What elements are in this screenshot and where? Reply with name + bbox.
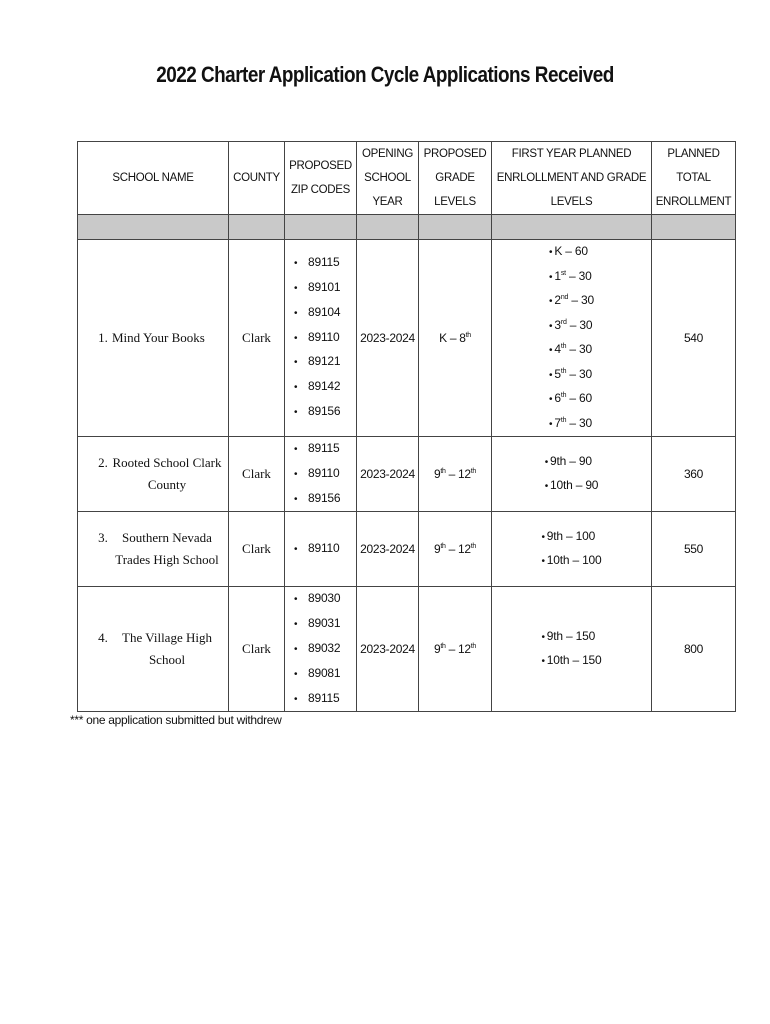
- bullet-icon: •: [544, 456, 549, 468]
- opening-year-cell: [357, 437, 419, 512]
- first-year-enrollment-list: [549, 240, 594, 436]
- bullet-icon: •: [294, 468, 298, 480]
- zip-code-list: [285, 587, 356, 711]
- first-year-enrollment-item: • 9th – 150: [541, 628, 596, 643]
- zip-code-item: • 89115: [294, 437, 356, 462]
- zip-codes-cell: [285, 587, 357, 712]
- grade-levels-cell: [419, 512, 492, 587]
- bullet-icon: •: [294, 594, 298, 606]
- bullet-icon: •: [544, 481, 549, 493]
- bullet-icon: •: [549, 345, 553, 356]
- header-zip-codes: PROPOSED ZIP CODES: [285, 142, 357, 215]
- first-year-enrollment-list: [541, 625, 601, 674]
- county-cell: [229, 437, 285, 512]
- applications-table: [77, 141, 736, 712]
- bullet-icon: •: [541, 556, 545, 568]
- first-year-enrollment-item: • 10th – 150: [541, 653, 602, 668]
- header-opening-year: OPENING SCHOOL YEAR: [357, 142, 419, 215]
- zip-codes-cell: [285, 240, 357, 437]
- bullet-icon: •: [549, 320, 553, 332]
- first-year-enrollment-item: • 4th – 30: [549, 342, 592, 356]
- table-header-row: [78, 142, 736, 215]
- bullet-icon: •: [294, 258, 298, 270]
- grade-levels-cell: [419, 240, 492, 437]
- zip-code-item: • 89110: [294, 462, 356, 487]
- bullet-icon: •: [294, 543, 298, 555]
- zip-code-list: [285, 251, 356, 425]
- opening-year: 2023-2024: [360, 467, 415, 482]
- zip-code-list: [285, 537, 356, 562]
- county: Clark: [242, 541, 271, 557]
- total-enrollment-cell: [652, 240, 736, 437]
- footnote: *** one application submitted but withdrew: [70, 713, 282, 727]
- zip-code-list: [285, 437, 356, 511]
- zip-code-item: • 89121: [294, 350, 356, 375]
- bullet-icon: •: [294, 357, 298, 369]
- bullet-icon: •: [541, 631, 545, 643]
- opening-year: 2023-2024: [360, 331, 415, 345]
- bullet-icon: •: [294, 332, 298, 344]
- first-year-enrollment-cell: [492, 587, 652, 712]
- grade-range: 9th – 12th: [433, 467, 477, 482]
- zip-code-item: • 89156: [294, 400, 356, 425]
- row-number: 4.: [98, 630, 108, 646]
- total-enrollment: 540: [683, 331, 704, 345]
- row-number: 3.: [98, 530, 108, 546]
- county: Clark: [242, 641, 271, 657]
- zip-code-item: • 89030: [294, 587, 356, 612]
- zip-code-item: • 89156: [294, 487, 356, 512]
- county-cell: [229, 240, 285, 437]
- first-year-enrollment-item: • 6th – 60: [549, 391, 592, 405]
- bullet-icon: •: [549, 369, 553, 381]
- grade-levels-cell: [419, 437, 492, 512]
- first-year-enrollment-list: [541, 525, 601, 574]
- first-year-enrollment-item: • 1st – 30: [549, 268, 592, 283]
- bullet-icon: •: [549, 271, 553, 283]
- first-year-enrollment-item: • 10th – 100: [541, 553, 602, 568]
- bullet-icon: •: [294, 307, 298, 319]
- opening-year-cell: [357, 512, 419, 587]
- zip-code-item: • 89142: [294, 375, 356, 400]
- school-name: Southern Nevada Trades High School: [115, 530, 219, 568]
- opening-year-cell: [357, 240, 419, 437]
- opening-year: 2023-2024: [360, 642, 415, 657]
- first-year-enrollment-item: • 2nd – 30: [549, 293, 594, 307]
- total-enrollment-cell: [652, 587, 736, 712]
- total-enrollment: 550: [683, 542, 704, 557]
- grade-range: 9th – 12th: [433, 642, 477, 657]
- bullet-icon: •: [294, 283, 298, 294]
- bullet-icon: •: [294, 382, 298, 394]
- school-name: The Village High School: [122, 630, 212, 668]
- zip-code-item: • 89110: [294, 326, 356, 351]
- table-row: [78, 587, 736, 712]
- bullet-icon: •: [549, 296, 553, 307]
- table-row: [78, 240, 736, 437]
- bullet-icon: •: [541, 656, 545, 668]
- grade-range: K – 8th: [439, 331, 471, 345]
- bullet-icon: •: [294, 668, 298, 680]
- county-cell: [229, 512, 285, 587]
- bullet-icon: •: [549, 418, 553, 430]
- first-year-enrollment-item: • 10th – 90: [544, 478, 599, 493]
- zip-code-item: • 89101: [294, 276, 356, 301]
- school-name-cell: [78, 240, 229, 437]
- county: Clark: [242, 330, 271, 345]
- county: Clark: [242, 466, 271, 482]
- header-county: COUNTY: [229, 142, 285, 215]
- zip-code-item: • 89031: [294, 612, 356, 637]
- total-enrollment: 800: [683, 642, 704, 657]
- header-total-enrollment: PLANNED TOTAL ENROLLMENT: [652, 142, 736, 215]
- first-year-enrollment-item: • 7th – 30: [549, 415, 592, 430]
- school-name: Mind Your Books: [112, 330, 205, 345]
- zip-code-item: • 89115: [294, 251, 356, 276]
- page-title: 2022 Charter Application Cycle Applications Received: [156, 62, 614, 87]
- bullet-icon: •: [549, 247, 553, 258]
- opening-year: 2023-2024: [360, 542, 415, 557]
- bullet-icon: •: [294, 493, 298, 505]
- zip-code-item: • 89081: [294, 662, 356, 687]
- zip-codes-cell: [285, 512, 357, 587]
- first-year-enrollment-item: • 5th – 30: [549, 366, 592, 381]
- bullet-icon: •: [294, 693, 298, 705]
- zip-codes-cell: [285, 437, 357, 512]
- bullet-icon: •: [294, 619, 298, 631]
- zip-code-item: • 89110: [294, 537, 356, 562]
- school-name: Rooted School Clark County: [112, 455, 222, 493]
- opening-year-cell: [357, 587, 419, 712]
- zip-code-item: • 89115: [294, 687, 356, 712]
- row-number: 2.: [98, 455, 108, 471]
- bullet-icon: •: [294, 444, 298, 455]
- total-enrollment: 360: [683, 467, 704, 482]
- bullet-icon: •: [294, 643, 298, 655]
- shaded-spacer-row: [78, 215, 736, 240]
- header-grade-levels: PROPOSED GRADE LEVELS: [419, 142, 492, 215]
- county-cell: [229, 587, 285, 712]
- table-row: [78, 437, 736, 512]
- first-year-enrollment-cell: [492, 512, 652, 587]
- zip-code-item: • 89032: [294, 637, 356, 662]
- zip-code-item: • 89104: [294, 301, 356, 326]
- table-row: [78, 512, 736, 587]
- row-number: 1.: [98, 330, 108, 345]
- header-school-name: SCHOOL NAME: [78, 142, 229, 215]
- bullet-icon: •: [541, 531, 545, 543]
- first-year-enrollment-list: [545, 450, 599, 499]
- header-first-year-enrollment: FIRST YEAR PLANNED ENRLOLLMENT AND GRADE LEVELS: [492, 142, 652, 215]
- school-name-cell: [78, 587, 229, 712]
- first-year-enrollment-item: • 9th – 100: [541, 528, 596, 543]
- first-year-enrollment-cell: [492, 437, 652, 512]
- total-enrollment-cell: [652, 512, 736, 587]
- grade-range: 9th – 12th: [433, 542, 477, 557]
- total-enrollment-cell: [652, 437, 736, 512]
- grade-levels-cell: [419, 587, 492, 712]
- first-year-enrollment-item: • K – 60: [549, 244, 588, 258]
- school-name-cell: [78, 512, 229, 587]
- school-name-cell: [78, 437, 229, 512]
- first-year-enrollment-item: • 9th – 90: [544, 453, 592, 468]
- bullet-icon: •: [549, 394, 553, 405]
- bullet-icon: •: [294, 406, 298, 418]
- first-year-enrollment-cell: [492, 240, 652, 437]
- first-year-enrollment-item: • 3rd – 30: [549, 317, 593, 332]
